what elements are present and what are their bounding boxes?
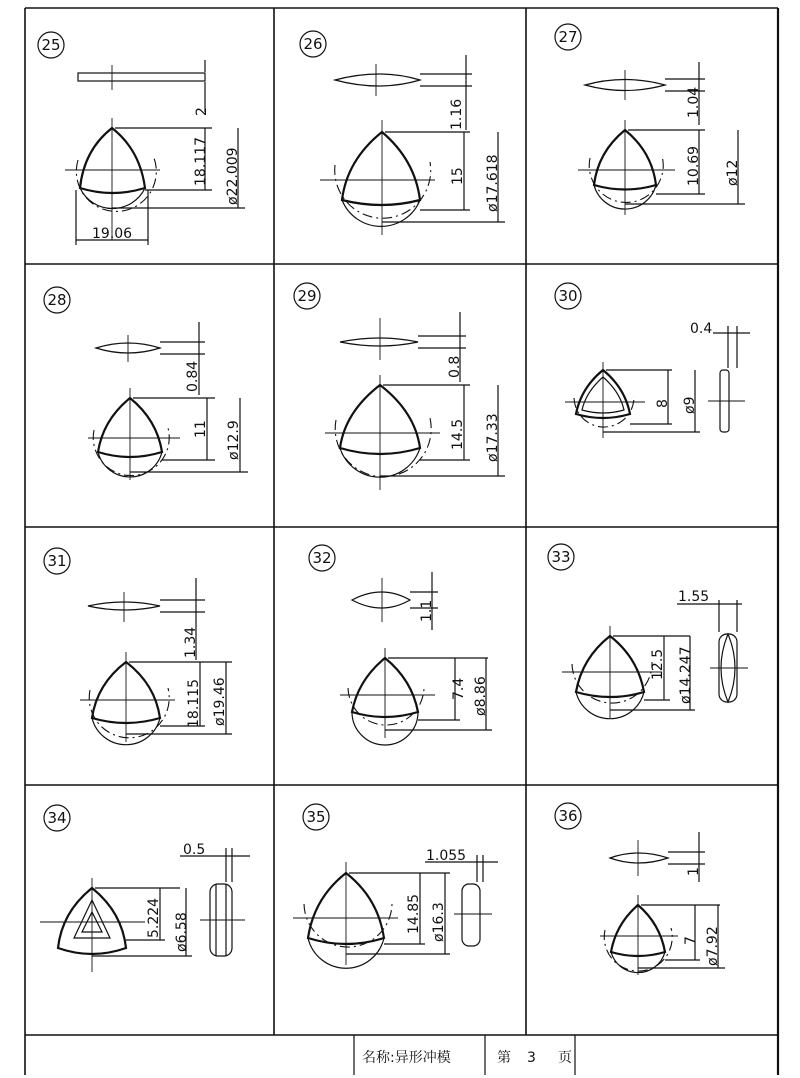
- part-number: 33: [551, 548, 571, 566]
- side-view: [340, 338, 418, 346]
- diameter-dim: ø16.3: [431, 902, 447, 942]
- part-number: 26: [303, 35, 323, 53]
- side-view: [610, 853, 668, 863]
- height-dim: 14.5: [450, 418, 466, 450]
- thickness-dim: 0.8: [447, 355, 463, 378]
- part-number: 32: [312, 549, 332, 567]
- punch-profile: [80, 128, 145, 193]
- thickness-dim: 0.5: [183, 842, 206, 858]
- height-dim: 7: [683, 936, 699, 945]
- thickness-dim: 1.55: [678, 589, 710, 605]
- thickness-dim: 0.84: [185, 360, 201, 392]
- height-dim: 7.4: [451, 677, 467, 700]
- part-31: [44, 548, 232, 745]
- thickness-dim: 1.34: [183, 626, 199, 658]
- diameter-dim: ø12.9: [226, 420, 242, 460]
- height-dim: 5.224: [146, 897, 162, 938]
- part-28: [44, 287, 248, 480]
- diameter-dim: ø14.247: [678, 646, 694, 704]
- diameter-dim: ø9: [682, 396, 698, 414]
- thickness-dim: 1.16: [449, 98, 465, 130]
- part-number: 31: [47, 552, 67, 570]
- part-25: [38, 32, 245, 245]
- width-dim: 19.06: [92, 226, 133, 242]
- part-27: [555, 24, 745, 215]
- height-dim: 15: [450, 167, 466, 185]
- part-32: [309, 545, 492, 745]
- part-number: 27: [558, 28, 578, 46]
- punch-profile: [342, 132, 420, 205]
- thickness-dim: 1: [686, 867, 702, 876]
- part-30: [555, 283, 750, 438]
- thickness-dim: 1.055: [426, 848, 467, 864]
- part-number: 28: [47, 291, 67, 309]
- diameter-dim: ø22.009: [225, 147, 241, 205]
- part-35: [293, 804, 498, 968]
- diameter-dim: ø12: [725, 159, 741, 186]
- side-view: [78, 73, 205, 81]
- diameter-dim: ø19.46: [212, 677, 228, 726]
- height-dim: 11: [193, 420, 209, 438]
- diameter-dim: ø8.86: [473, 676, 489, 716]
- title-block: [362, 1049, 572, 1066]
- page-suffix: 页: [558, 1050, 572, 1066]
- part-number: 30: [558, 287, 578, 305]
- part-number: 29: [297, 287, 317, 305]
- part-number: 34: [47, 809, 67, 827]
- height-dim: 12.5: [650, 648, 666, 680]
- side-view: [335, 74, 420, 86]
- part-36: [555, 803, 725, 975]
- side-view: [352, 592, 410, 608]
- height-dim: 18.115: [186, 679, 202, 728]
- side-view: [462, 884, 480, 946]
- page-label: 第: [497, 1050, 511, 1066]
- part-29: [294, 283, 505, 490]
- part-26: [300, 31, 505, 235]
- part-33: [548, 544, 748, 719]
- part-number: 35: [306, 808, 326, 826]
- height-dim: 8: [655, 399, 671, 408]
- diameter-dim: ø6.58: [174, 912, 190, 952]
- thickness-dim: 1.04: [686, 86, 702, 118]
- thickness-dim: 1.1: [419, 599, 435, 622]
- part-number: 36: [558, 807, 578, 825]
- diameter-dim: ø17.33: [485, 413, 501, 462]
- thickness-dim: 2: [194, 107, 210, 116]
- sheet-frame: [25, 8, 778, 1075]
- thickness-dim: 0.4: [690, 321, 713, 337]
- height-dim: 10.69: [686, 145, 702, 186]
- part-number: 25: [41, 36, 61, 54]
- part-name-label: 名称:异形冲模: [362, 1050, 451, 1066]
- page-number: 3: [527, 1050, 536, 1066]
- diameter-dim: ø17.618: [485, 154, 501, 212]
- part-34: [40, 805, 250, 972]
- height-dim: 14.85: [406, 893, 422, 934]
- height-dim: 18.117: [193, 137, 209, 186]
- diameter-dim: ø7.92: [705, 926, 721, 966]
